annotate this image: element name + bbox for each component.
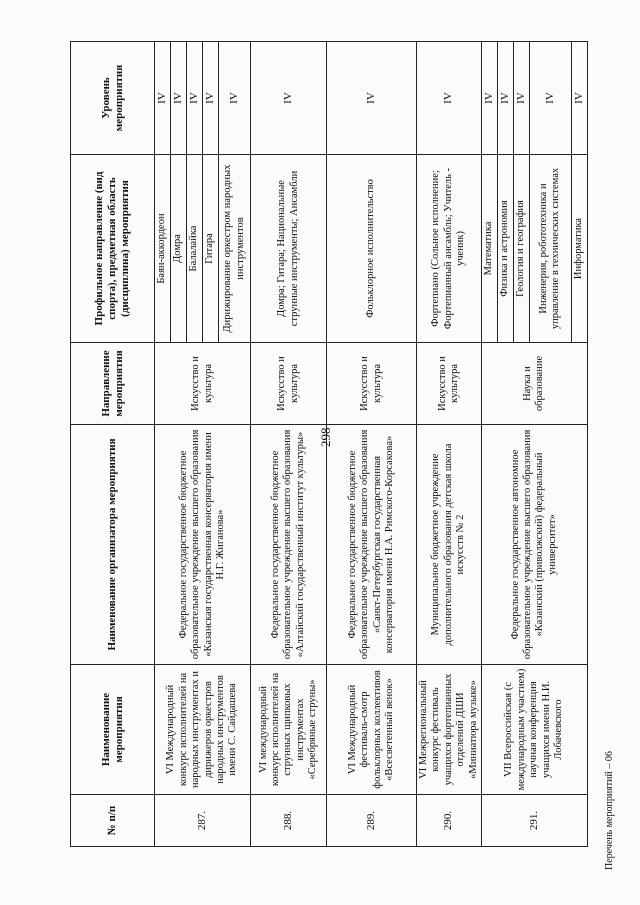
- table-row: [155, 42, 171, 847]
- table-row: [481, 42, 497, 847]
- level-cell: IV: [529, 42, 571, 155]
- level-cell: IV: [155, 42, 171, 155]
- organizer-name: Федеральное государственное бюджетное образовательное учреждение высшего образования «Алтайский государственный институт культуры»: [251, 425, 327, 665]
- header-level: Уровень мероприятия: [71, 42, 155, 155]
- footer-note: Перечень мероприятий – 06: [604, 751, 615, 870]
- level-cell: IV: [571, 42, 587, 155]
- profile-cell: Домра: [171, 155, 187, 343]
- profile-cell: Фольклорное исполнительство: [327, 155, 417, 343]
- level-cell: IV: [251, 42, 327, 155]
- events-sheet: [70, 42, 585, 847]
- row-number: 290.: [417, 795, 482, 847]
- profile-cell: Геология и география: [513, 155, 529, 343]
- page-number: 298: [318, 427, 333, 447]
- row-number: 289.: [327, 795, 417, 847]
- event-name: VI международный конкурс исполнителей на струнных щипковых инструментах «Серебряные струны»: [251, 665, 327, 795]
- event-direction: Искусство и культура: [417, 343, 482, 425]
- header-direction: Направление мероприятия: [71, 343, 155, 425]
- row-number: 288.: [251, 795, 327, 847]
- organizer-name: Федеральное государственное бюджетное образовательное учреждение высшего образования «Санкт-Петербургская государственная консерватория имени Н.А. Римского-Корсакова»: [327, 425, 417, 665]
- row-number: 291.: [481, 795, 587, 847]
- level-cell: IV: [327, 42, 417, 155]
- header-organizer: Наименование организатора мероприятия: [71, 425, 155, 665]
- profile-cell: Информатика: [571, 155, 587, 343]
- profile-cell: Фортепиано (Сольное исполнение; Фортепианный ансамбль; Учитель - ученик): [417, 155, 482, 343]
- event-name: VII Всероссийская (с международным участием) научная конференция учащихся имени Н.И. Лобачевского: [481, 665, 587, 795]
- event-name: VI Межрегиональный конкурс фестиваль учащихся фортепианных отделений ДШИ «Миниатюра музыке»: [417, 665, 482, 795]
- event-direction: Наука и образование: [481, 343, 587, 425]
- organizer-name: Муниципальное бюджетное учреждение дополнительного образования детская школа искусств № 2: [417, 425, 482, 665]
- profile-cell: Домра; Гитара; Национальные струнные инструменты; Ансамбли: [251, 155, 327, 343]
- event-name: VI Международный фестиваль-смотр фольклорных коллективов «Всесветенный венок»: [327, 665, 417, 795]
- level-cell: IV: [513, 42, 529, 155]
- level-cell: IV: [203, 42, 219, 155]
- profile-cell: Математика: [481, 155, 497, 343]
- table-row: [251, 42, 327, 847]
- profile-cell: Дирижирование оркестром народных инструментов: [219, 155, 251, 343]
- profile-cell: Балалайка: [187, 155, 203, 343]
- level-cell: IV: [497, 42, 513, 155]
- level-cell: IV: [481, 42, 497, 155]
- profile-cell: Физика и астрономия: [497, 155, 513, 343]
- profile-cell: Инженерия, робототехника и управление в технических системах: [529, 155, 571, 343]
- event-direction: Искусство и культура: [251, 343, 327, 425]
- organizer-name: Федеральное государственное автономное образовательное учреждение высшего образования «Казанский (приволжский) федеральный университет»: [481, 425, 587, 665]
- row-number: 287.: [155, 795, 251, 847]
- profile-cell: Баян-аккордеон: [155, 155, 171, 343]
- profile-cell: Гитара: [203, 155, 219, 343]
- header-num: № п/п: [71, 795, 155, 847]
- table-row: [327, 42, 417, 847]
- event-direction: Искусство и культура: [327, 343, 417, 425]
- table-row: [417, 42, 482, 847]
- level-cell: IV: [187, 42, 203, 155]
- level-cell: IV: [219, 42, 251, 155]
- header-name: Наименование мероприятия: [71, 665, 155, 795]
- events-table: [70, 41, 588, 847]
- level-cell: IV: [171, 42, 187, 155]
- event-name: VI Международный конкурс исполнителей на народных инструментах и дирижеров оркестров народных инструментов имени С. Сайдашева: [155, 665, 251, 795]
- level-cell: IV: [417, 42, 482, 155]
- organizer-name: Федеральное государственное бюджетное образовательное учреждение высшего образования «Казанская государственная консерватория имени Н.Г. Жиганова»: [155, 425, 251, 665]
- event-direction: Искусство и культура: [155, 343, 251, 425]
- header-profile: Профильное направление (вид спорта), предметная область (дисциплина) мероприятия: [71, 155, 155, 343]
- header-row: [71, 42, 155, 847]
